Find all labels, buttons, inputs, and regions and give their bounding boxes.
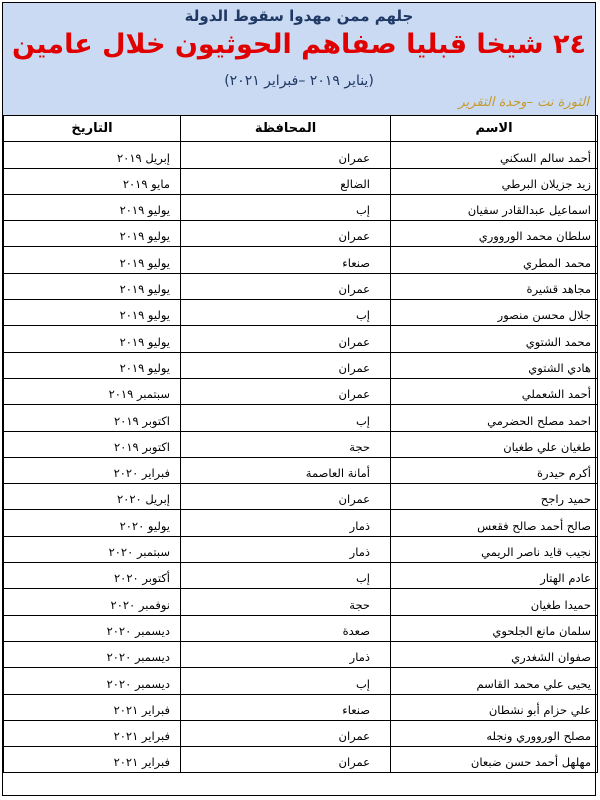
table-row	[4, 589, 598, 615]
cell-date: إبريل ٢٠٢٠	[4, 484, 181, 510]
cell-date: يوليو ٢٠١٩	[4, 247, 181, 273]
report-period: (يناير ٢٠١٩ –فبراير ٢٠٢١)	[224, 73, 374, 89]
cell-governorate: عمران	[181, 378, 391, 404]
cell-name: اسماعيل عبدالقادر سفيان	[391, 194, 598, 220]
cell-governorate: إب	[181, 668, 391, 694]
cell-date: ديسمبر ٢٠٢٠	[4, 615, 181, 641]
report-header	[3, 3, 595, 116]
cell-governorate: أمانة العاصمة	[181, 457, 391, 483]
cell-governorate: صعدة	[181, 615, 391, 641]
cell-governorate: عمران	[181, 273, 391, 299]
cell-name: محمد المطري	[391, 247, 598, 273]
cell-name: مهلهل أحمد حسن ضبعان	[391, 747, 598, 773]
report-title: ٢٤ شيخا قبليا صفاهم الحوثيون خلال عامين	[12, 29, 586, 60]
cell-date: يوليو ٢٠١٩	[4, 326, 181, 352]
cell-governorate: عمران	[181, 326, 391, 352]
table-row	[4, 431, 598, 457]
cell-date: سبتمبر ٢٠١٩	[4, 378, 181, 404]
cell-name: أكرم حيدرة	[391, 457, 598, 483]
cell-date: يوليو ٢٠١٩	[4, 300, 181, 326]
cell-governorate: عمران	[181, 142, 391, 168]
table-row	[4, 378, 598, 404]
table-row	[4, 615, 598, 641]
table-row	[4, 510, 598, 536]
cell-date: فبراير ٢٠٢١	[4, 720, 181, 746]
cell-date: مايو ٢٠١٩	[4, 168, 181, 194]
table-row	[4, 326, 598, 352]
table-row	[4, 457, 598, 483]
column-header-date: التاريخ	[4, 116, 181, 142]
cell-governorate: عمران	[181, 352, 391, 378]
cell-name: مجاهد قشيرة	[391, 273, 598, 299]
cell-name: صفوان الشغدري	[391, 641, 598, 667]
cell-date: ديسمبر ٢٠٢٠	[4, 641, 181, 667]
report-source: الثورة نت –وحدة التقرير	[458, 95, 589, 110]
table-body	[4, 142, 598, 773]
report-subtitle: جلهم ممن مهدوا سقوط الدولة	[184, 7, 414, 25]
cell-name: أحمد سالم السكني	[391, 142, 598, 168]
cell-name: هادي الشتوي	[391, 352, 598, 378]
table-row	[4, 405, 598, 431]
table-row	[4, 720, 598, 746]
cell-name: يحيى علي محمد القاسم	[391, 668, 598, 694]
table-row	[4, 641, 598, 667]
cell-date: ديسمبر ٢٠٢٠	[4, 668, 181, 694]
table-row	[4, 300, 598, 326]
cell-date: فبراير ٢٠٢١	[4, 694, 181, 720]
cell-governorate: حجة	[181, 589, 391, 615]
cell-date: يوليو ٢٠١٩	[4, 352, 181, 378]
cell-name: سلطان محمد الورووري	[391, 221, 598, 247]
cell-name: طغيان علي طغيان	[391, 431, 598, 457]
cell-date: يوليو ٢٠١٩	[4, 194, 181, 220]
cell-name: صالح أحمد صالح فقعس	[391, 510, 598, 536]
table-row	[4, 168, 598, 194]
cell-date: إبريل ٢٠١٩	[4, 142, 181, 168]
cell-name: نجيب قايد ناصر الريمي	[391, 536, 598, 562]
cell-date: اكتوبر ٢٠١٩	[4, 405, 181, 431]
cell-governorate: ذمار	[181, 536, 391, 562]
cell-name: حميدا طغيان	[391, 589, 598, 615]
cell-name: محمد الشتوي	[391, 326, 598, 352]
cell-name: أحمد الشعملي	[391, 378, 598, 404]
cell-governorate: صنعاء	[181, 247, 391, 273]
table-row	[4, 352, 598, 378]
cell-governorate: عمران	[181, 747, 391, 773]
cell-name: مصلح الورووري ونجله	[391, 720, 598, 746]
cell-governorate: إب	[181, 405, 391, 431]
cell-governorate: عمران	[181, 221, 391, 247]
cell-date: أكتوبر ٢٠٢٠	[4, 563, 181, 589]
table-row	[4, 221, 598, 247]
table-row	[4, 536, 598, 562]
cell-name: سلمان مانع الجلحوي	[391, 615, 598, 641]
cell-date: فبراير ٢٠٢٠	[4, 457, 181, 483]
cell-governorate: إب	[181, 300, 391, 326]
cell-date: يوليو ٢٠١٩	[4, 221, 181, 247]
table-row	[4, 694, 598, 720]
table-row	[4, 747, 598, 773]
table-row	[4, 484, 598, 510]
table-header-row	[4, 116, 598, 142]
table-row	[4, 563, 598, 589]
column-header-name: الاسم	[391, 116, 598, 142]
cell-date: فبراير ٢٠٢١	[4, 747, 181, 773]
cell-governorate: صنعاء	[181, 694, 391, 720]
cell-date: يوليو ٢٠١٩	[4, 273, 181, 299]
sheikhs-table	[3, 115, 598, 773]
table-row	[4, 247, 598, 273]
cell-name: جلال محسن منصور	[391, 300, 598, 326]
table-row	[4, 194, 598, 220]
cell-governorate: عمران	[181, 720, 391, 746]
report-sheet	[2, 2, 596, 796]
cell-date: سبتمبر ٢٠٢٠	[4, 536, 181, 562]
cell-governorate: عمران	[181, 484, 391, 510]
cell-date: اكتوبر ٢٠١٩	[4, 431, 181, 457]
cell-date: نوفمبر ٢٠٢٠	[4, 589, 181, 615]
cell-governorate: إب	[181, 563, 391, 589]
table-row	[4, 273, 598, 299]
cell-name: زيد جزيلان البرطي	[391, 168, 598, 194]
cell-name: احمد مصلح الحضرمي	[391, 405, 598, 431]
cell-date: يوليو ٢٠٢٠	[4, 510, 181, 536]
column-header-governorate: المحافظة	[181, 116, 391, 142]
cell-governorate: إب	[181, 194, 391, 220]
cell-name: عادم الهتار	[391, 563, 598, 589]
table-row	[4, 668, 598, 694]
cell-governorate: ذمار	[181, 510, 391, 536]
table-row	[4, 142, 598, 168]
cell-name: علي حزام أبو نشطان	[391, 694, 598, 720]
cell-governorate: حجة	[181, 431, 391, 457]
cell-name: حميد راجح	[391, 484, 598, 510]
cell-governorate: الضالع	[181, 168, 391, 194]
cell-governorate: ذمار	[181, 641, 391, 667]
